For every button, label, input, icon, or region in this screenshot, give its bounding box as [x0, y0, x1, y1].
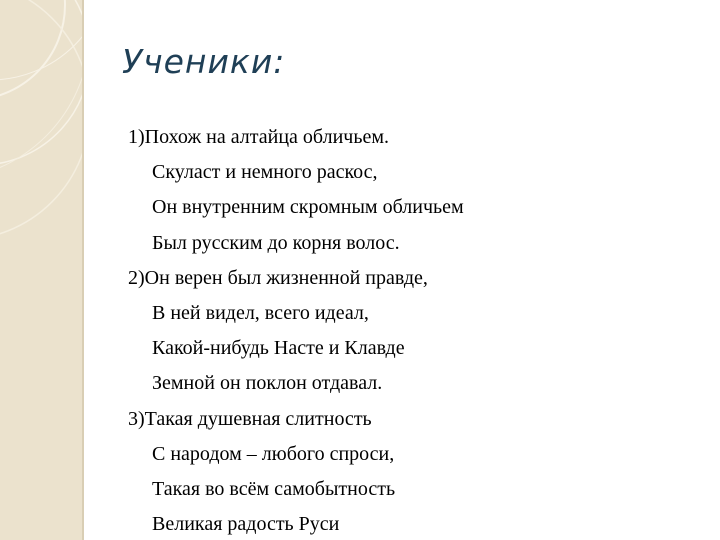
line-number: 2): [128, 266, 145, 289]
line-text: Похож на алтайца обличьем.: [144, 126, 390, 148]
decorative-side-panel: [0, 0, 82, 540]
decorative-circles: [0, 0, 82, 540]
side-divider: [82, 0, 84, 540]
poem-line: [128, 402, 708, 437]
poem-line: [128, 437, 708, 472]
poem-line: [128, 226, 708, 261]
poem-body: [128, 120, 708, 540]
decorative-circle: [0, 0, 65, 100]
poem-line: [128, 296, 708, 331]
line-text: Великая радость Руси: [152, 513, 340, 536]
poem-line: [128, 120, 708, 155]
line-text: Земной он поклон отдавал.: [152, 372, 383, 395]
poem-line: [128, 155, 708, 190]
poem-line: [128, 507, 708, 540]
line-text: Такая во всём самобытность: [152, 477, 396, 500]
line-text: Скуласт и немного раскос,: [152, 161, 378, 184]
poem-line: [128, 472, 708, 507]
line-text: С народом – любого спроси,: [152, 442, 395, 465]
line-text: Был русским до корня волос.: [152, 231, 400, 254]
line-text: Он верен был жизненной правде,: [144, 266, 428, 289]
line-text: В ней видел, всего идеал,: [152, 301, 369, 324]
poem-line: [128, 190, 708, 225]
slide-title: Ученики:: [122, 42, 286, 81]
line-number: 3): [128, 407, 145, 430]
poem-line: [128, 366, 708, 401]
line-number: 1): [128, 126, 145, 148]
decorative-circle: [0, 0, 82, 240]
line-text: Такая душевная слитность: [144, 407, 372, 430]
line-text: Он внутренним скромным обличьем: [152, 196, 464, 219]
poem-line: [128, 261, 708, 296]
poem-line: [128, 331, 708, 366]
line-text: Какой-нибудь Насте и Клавде: [152, 337, 405, 360]
